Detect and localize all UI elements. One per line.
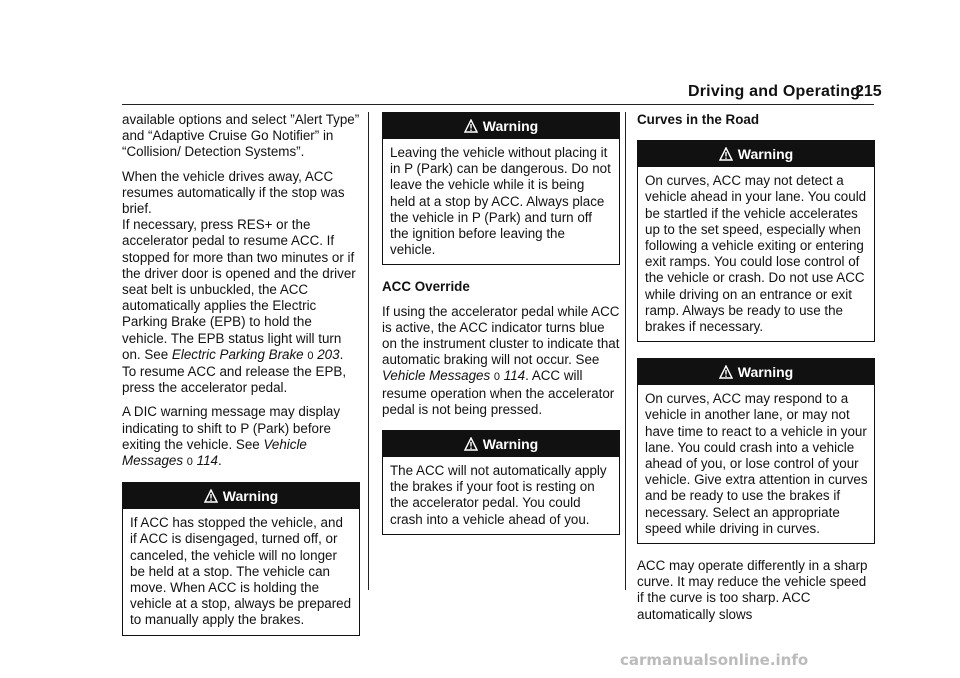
paragraph: A DIC warning message may display indicating to shift to P (Park) before exiting the vehicle. See Vehicle Messages 0 114.	[122, 404, 341, 469]
warning-title: Warning	[482, 436, 539, 453]
page-arrow-icon: 0	[493, 371, 501, 384]
warning-text: If ACC has stopped the vehicle, and if ACC is disengaged, turned off, or canceled, the vehicle will no longer be held at a stop. The vehicle can move. When ACC is holding the vehicle at a stop, always be prepared to manually apply the brakes.	[130, 515, 352, 628]
page-number: 215	[855, 83, 882, 100]
paragraph: available options and select ”Alert Type” and “Adaptive Cruise Go Notifier” in “Collision/ Detection Systems”.	[122, 112, 360, 160]
warning-box	[637, 358, 875, 544]
warning-text: The ACC will not automatically apply the brakes if your foot is resting on the accelerator pedal. You could crash into a vehicle ahead of you.	[390, 463, 607, 527]
subheading: Curves in the Road	[637, 112, 760, 127]
paragraph: If using the accelerator pedal while ACC is active, the ACC indicator turns blue on the instrument cluster to indicate that automatic braking will not occur. See Vehicle Messages 0 114. ACC will resume operation when the accelerator pedal is not being pressed.	[382, 303, 620, 417]
warning-header	[638, 359, 874, 385]
warning-title: Warning	[737, 146, 794, 163]
paragraph: ACC may operate differently in a sharp curve. It may reduce the vehicle speed if the curve is too sharp. ACC automatically slows	[637, 558, 868, 622]
page-reference[interactable]: 114	[196, 453, 218, 469]
column-1	[122, 112, 360, 650]
warning-triangle-icon	[464, 437, 478, 451]
section-title: Driving and Operating	[688, 83, 861, 100]
warning-header	[383, 113, 619, 139]
cross-reference-link[interactable]: Vehicle Messages	[122, 436, 307, 469]
warning-triangle-icon	[204, 489, 218, 503]
warning-triangle-icon	[719, 365, 733, 379]
warning-triangle-icon	[464, 119, 478, 133]
cross-reference-link[interactable]: Electric Parking Brake	[171, 346, 304, 362]
page-header	[0, 83, 960, 105]
warning-box	[637, 140, 875, 342]
column-2	[382, 112, 620, 549]
warning-text: On curves, ACC may not detect a vehicle ahead in your lane. You could be startled if the vehicle accelerates up to the set speed, especially when following a vehicle exiting or entering exit ramps. You could lose control of the vehicle or crash. Do not use ACC while driving on an entrance or exit ramp. Always be ready to use the brakes if necessary.	[645, 173, 867, 335]
column-3	[637, 112, 875, 631]
column-divider	[625, 112, 626, 590]
warning-title: Warning	[222, 488, 279, 505]
warning-title: Warning	[737, 364, 794, 381]
header-rule	[122, 104, 874, 105]
page-arrow-icon: 0	[186, 456, 193, 469]
cross-reference-link[interactable]: Vehicle Messages	[382, 368, 491, 384]
paragraph: When the vehicle drives away, ACC resumes automatically if the stop was brief. If necessary, press RES+ or the accelerator pedal to resume ACC. If stopped for more than two minutes or if the driver door is opened and the driver seat belt is unbuckled, the ACC automatically applies the Electric Parking Brake (EPB) to hold the vehicle. The EPB status light will turn on. See Electric Parking Brake 0 203. To resume ACC and release the EPB, press the accelerator pedal.	[122, 168, 356, 396]
warning-title: Warning	[482, 118, 539, 134]
warning-box	[382, 430, 620, 535]
subheading: ACC Override	[382, 279, 470, 295]
column-divider	[368, 112, 369, 590]
page-arrow-icon: 0	[307, 349, 314, 362]
warning-header	[383, 431, 619, 457]
warning-triangle-icon	[719, 147, 733, 161]
warning-header	[638, 141, 874, 167]
watermark: carmanualsonline.info	[620, 651, 809, 669]
page-reference[interactable]: 203	[317, 346, 340, 362]
warning-box	[122, 482, 360, 635]
warning-box	[382, 112, 620, 265]
warning-header	[123, 483, 359, 509]
warning-text: On curves, ACC may respond to a vehicle in another lane, or may not have time to react to a vehicle in your lane. You could crash into a vehicle ahead of you, or lose control of your vehicle. Give extra attention in curves and be ready to use the brakes if necessary. Select an appropriate speed while driving in curves.	[645, 391, 868, 536]
warning-text: Leaving the vehicle without placing it in P (Park) can be dangerous. Do not leave the vehicle while it is being held at a stop by ACC. Always place the vehicle in P (Park) and turn off the ignition before leaving the vehicle.	[390, 145, 611, 258]
page-reference[interactable]: 114	[503, 368, 526, 384]
